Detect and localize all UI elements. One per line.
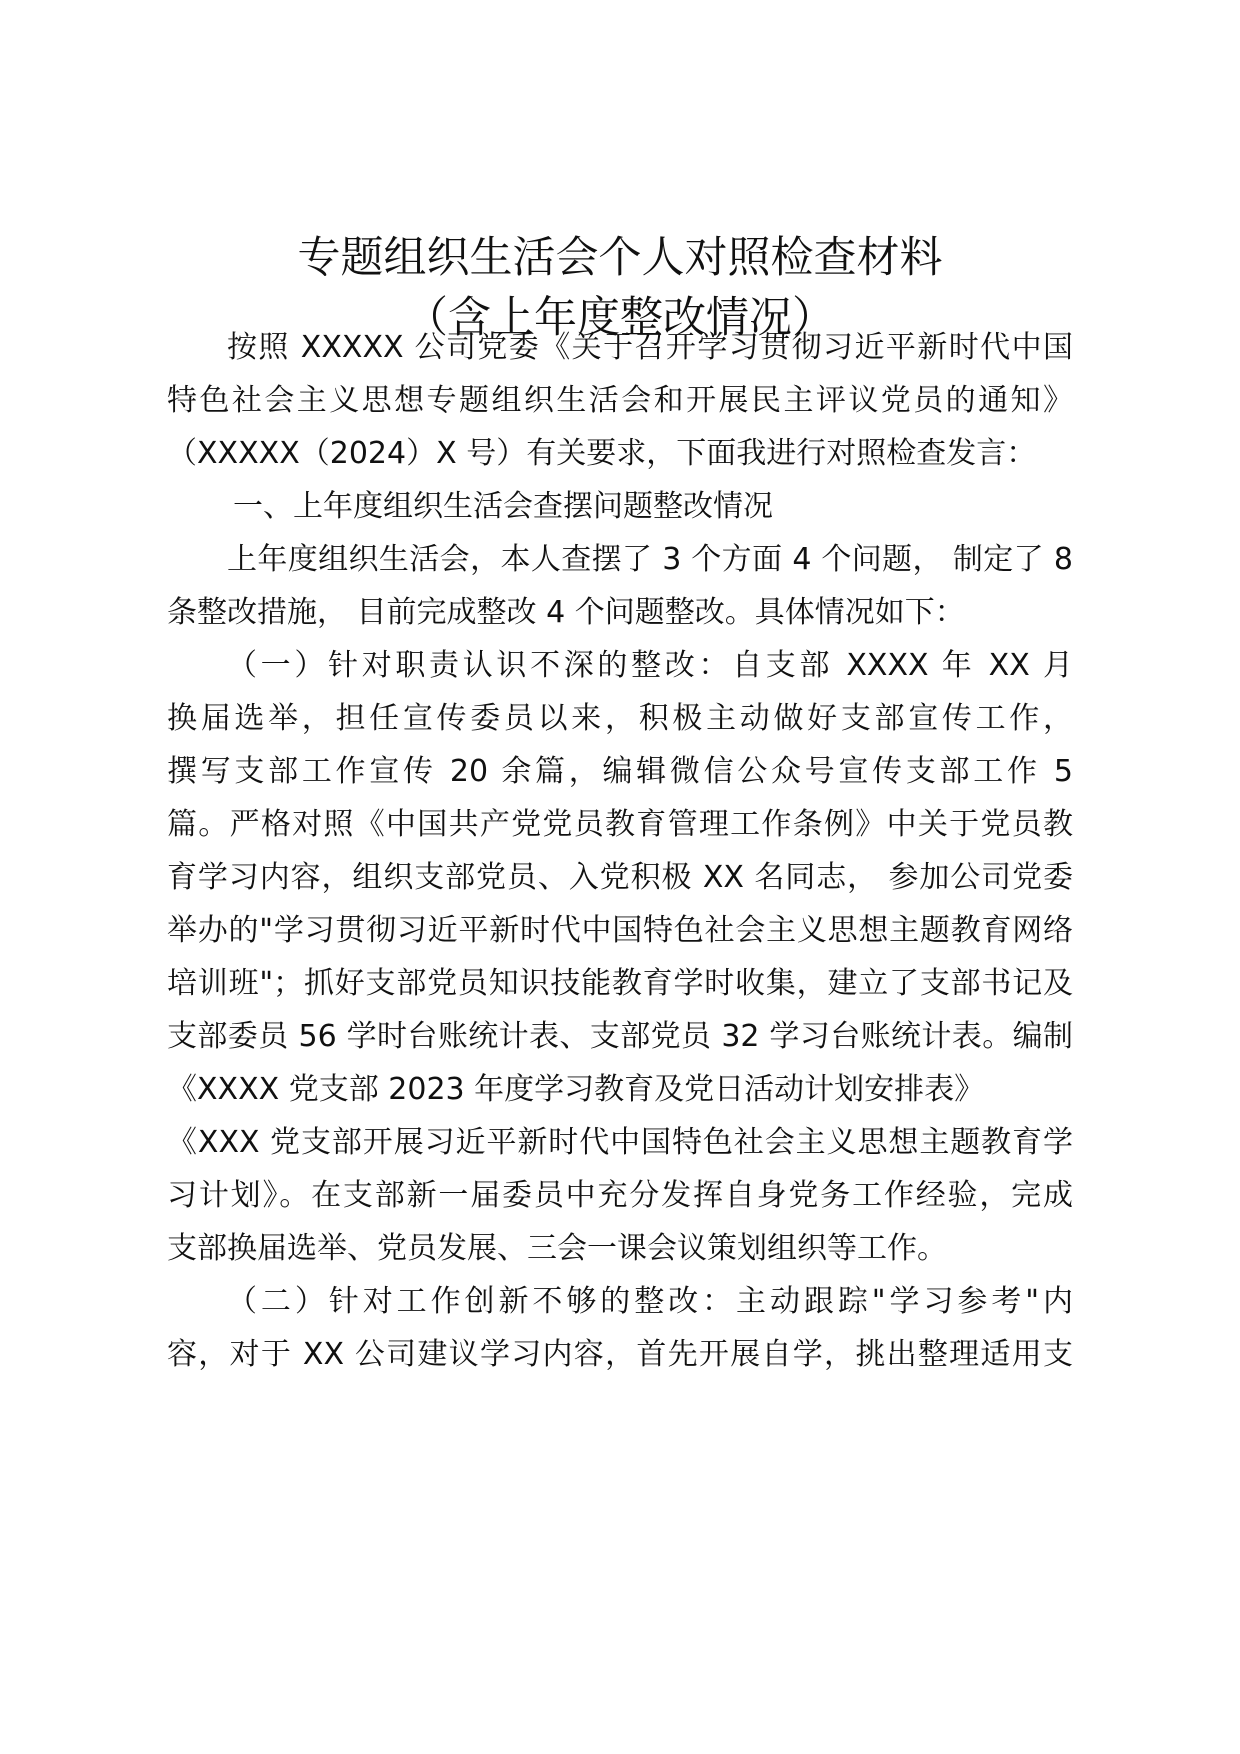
- paragraph-item-1-line-12: 支部换届选举、党员发展、三会一课会议策划组织等工作。: [167, 1231, 947, 1266]
- document-title: 专题组织生活会个人对照检查材料: [297, 233, 943, 283]
- paragraph-item-1-line-10: 《XXX 党支部开展习近平新时代中国特色社会主义思想主题教育学: [167, 1125, 1073, 1160]
- paragraph-item-2-line-1: （二）针对工作创新不够的整改：主动跟踪"学习参考"内: [227, 1284, 1073, 1319]
- paragraph-intro-line-3: （XXXXX（2024）X 号）有关要求，下面我进行对照检查发言：: [167, 436, 1037, 471]
- paragraph-intro-line-2: 特色社会主义思想专题组织生活会和开展民主评议党员的通知》: [167, 383, 1073, 418]
- paragraph-item-1-line-6: 举办的"学习贯彻习近平新时代中国特色社会主义思想主题教育网络: [167, 913, 1073, 948]
- paragraph-item-1-line-11: 习计划》。在支部新一届委员中充分发挥自身党务工作经验，完成: [167, 1178, 1073, 1213]
- paragraph-item-2-line-2: 容，对于 XX 公司建议学习内容，首先开展自学，挑出整理适用支: [167, 1337, 1073, 1372]
- document-subtitle: （含上年度整改情况）: [405, 293, 835, 343]
- paragraph-intro-line-1: 按照 XXXXX 公司党委《关于召开学习贯彻习近平新时代中国: [227, 330, 1073, 365]
- paragraph-item-1-line-4: 篇。严格对照《中国共产党党员教育管理工作条例》中关于党员教: [167, 807, 1073, 842]
- paragraph-item-1-line-2: 换届选举，担任宣传委员以来，积极主动做好支部宣传工作，: [167, 701, 1073, 736]
- section-heading-1: 一、上年度组织生活会查摆问题整改情况: [233, 489, 773, 524]
- paragraph-item-1-line-1: （一）针对职责认识不深的整改：自支部 XXXX 年 XX 月: [227, 648, 1073, 683]
- paragraph-item-1-line-5: 育学习内容，组织支部党员、入党积极 XX 名同志， 参加公司党委: [167, 860, 1073, 895]
- paragraph-summary-line-2: 条整改措施， 目前完成整改 4 个问题整改。具体情况如下：: [167, 595, 965, 630]
- paragraph-item-1-line-8: 支部委员 56 学时台账统计表、支部党员 32 学习台账统计表。编制: [167, 1019, 1073, 1054]
- paragraph-item-1-line-7: 培训班"；抓好支部党员知识技能教育学时收集，建立了支部书记及: [167, 966, 1073, 1001]
- paragraph-item-1-line-3: 撰写支部工作宣传 20 余篇，编辑微信公众号宣传支部工作 5: [167, 754, 1073, 789]
- paragraph-item-1-line-9: 《XXXX 党支部 2023 年度学习教育及党日活动计划安排表》: [167, 1072, 985, 1107]
- paragraph-summary-line-1: 上年度组织生活会，本人查摆了 3 个方面 4 个问题， 制定了 8: [227, 542, 1073, 577]
